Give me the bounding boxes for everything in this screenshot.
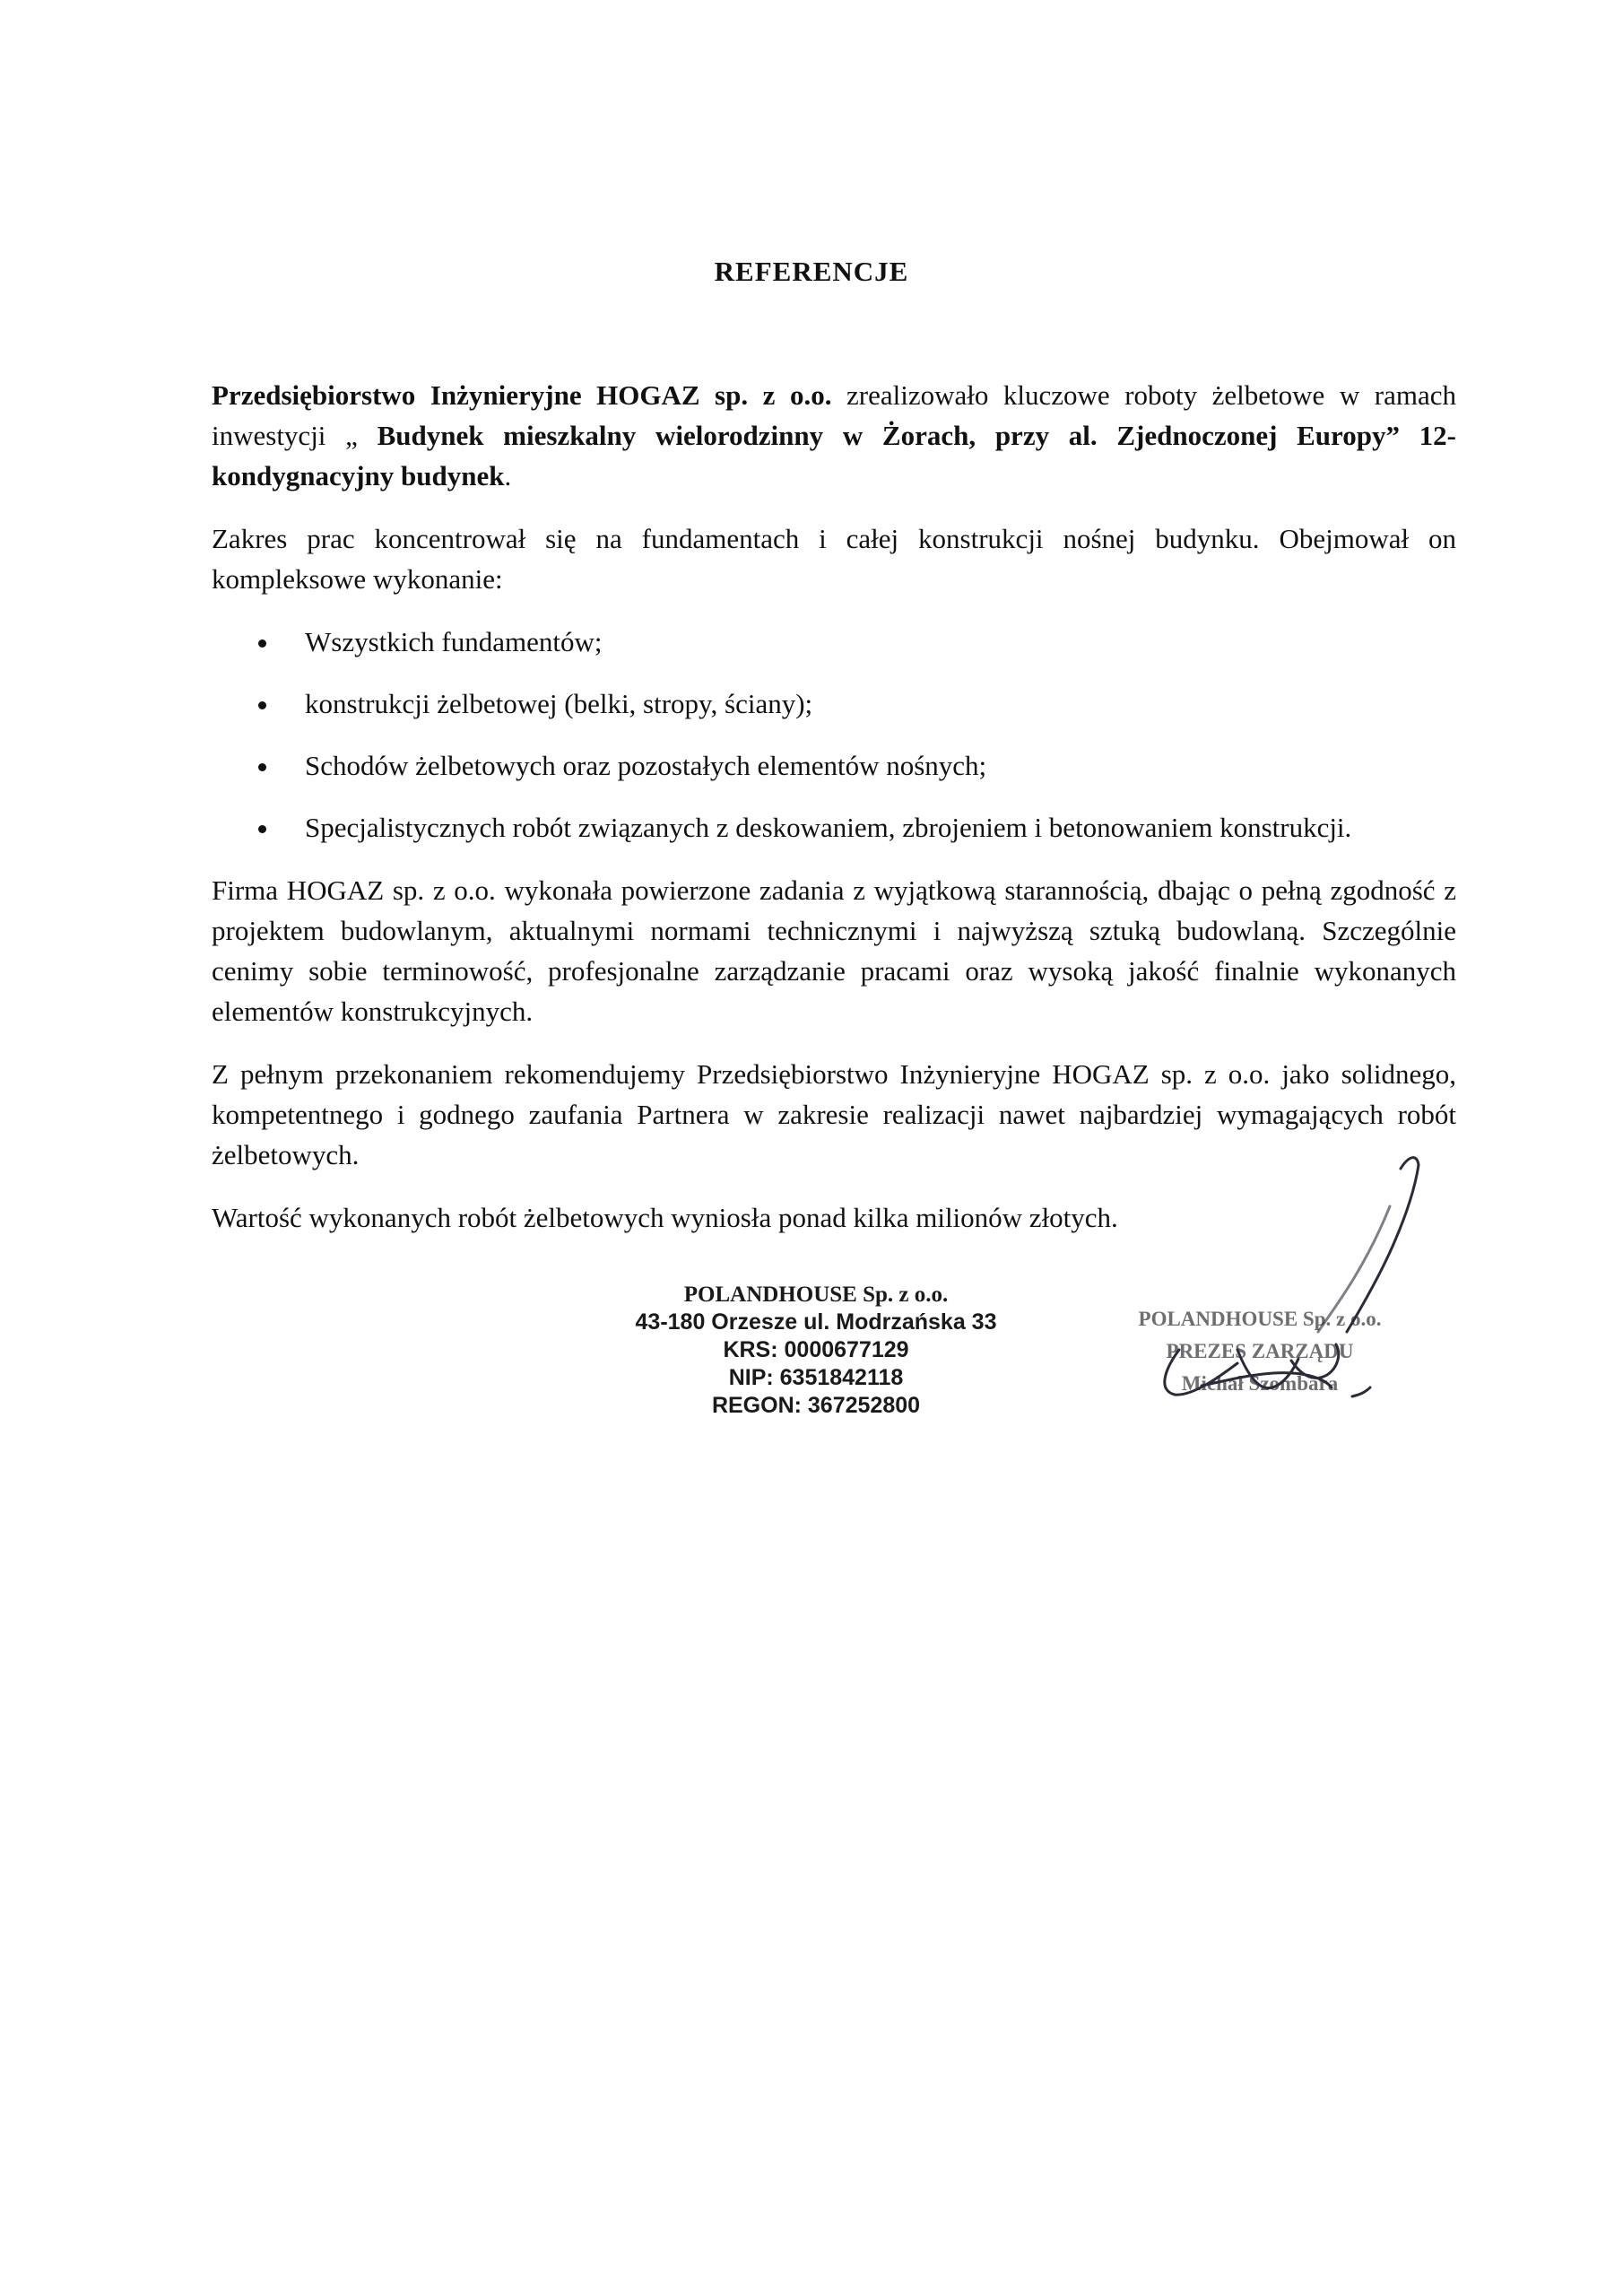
signature-stamp-company: POLANDHOUSE Sp. z o.o. (1138, 1308, 1382, 1330)
letter-body (212, 375, 1456, 1260)
list-item: Wszystkich fundamentów; (212, 622, 1456, 662)
list-item: Specjalistycznych robót związanych z deskowaniem, zbrojeniem i betonowaniem konstrukcji. (212, 807, 1456, 848)
intro-text: zrealizowało kluczowe roboty żelbetowe w ramach inwestycji „ (212, 379, 1456, 451)
scope-paragraph: Zakres prac koncentrował się na fundamentach i całej konstrukcji nośnej budynku. Obejmował on kompleksowe wykonanie: (212, 523, 1456, 595)
value-paragraph: Wartość wykonanych robót żelbetowych wyniosła ponad kilka milionów złotych. (212, 1202, 1118, 1233)
company-stamp (628, 1281, 1004, 1420)
stamp-regon: REGON: 367252800 (711, 1393, 921, 1418)
handwritten-signature (1139, 1152, 1435, 1448)
list-item: Schodów żelbetowych oraz pozostałych elementów nośnych; (212, 745, 1456, 786)
list-item: konstrukcji żelbetowej (belki, stropy, ściany); (212, 683, 1456, 724)
stamp-krs: KRS: 0000677129 (723, 1337, 909, 1362)
intro-end: . (504, 460, 512, 491)
intro-paragraph (212, 375, 1456, 496)
stamp-company-name: POLANDHOUSE Sp. z o.o. (683, 1283, 949, 1307)
signature-stamp-role: PREZES ZARZĄDU (1166, 1340, 1354, 1362)
page-title: REFERENCJE (714, 256, 909, 287)
scope-list (212, 622, 1456, 848)
signature-stamp-name: Michał Szombara (1181, 1372, 1339, 1395)
quality-paragraph: Firma HOGAZ sp. z o.o. wykonała powierzone zadania z wyjątkową starannością, dbając o pełną zgodność z projektem budowlanym, aktualnymi normami technicznymi i najwyższą sztuką budowlaną. Szczególnie cenimy sobie terminowość, profesjonalne zarządzanie pracami oraz wysoką jakość finalnie wykonanych elementów konstrukcyjnych. (212, 874, 1456, 1027)
recommendation-paragraph: Z pełnym przekonaniem rekomendujemy Przedsiębiorstwo Inżynieryjne HOGAZ sp. z o.o. jako solidnego, kompetentnego i godnego zaufania Partnera w zakresie realizacji nawet najbardziej wymagających robót żelbetowych. (212, 1058, 1456, 1170)
stamp-nip: NIP: 6351842118 (728, 1365, 904, 1390)
investment-name: Budynek mieszkalny wielorodzinny w Żorach, przy al. Zjednoczonej Europy” 12-kondygnacyjny budynek (212, 420, 1456, 491)
stamp-address: 43-180 Orzesze ul. Modrzańska 33 (635, 1309, 997, 1335)
contractor-name: Przedsiębiorstwo Inżynieryjne HOGAZ sp. z o.o. (212, 379, 832, 411)
